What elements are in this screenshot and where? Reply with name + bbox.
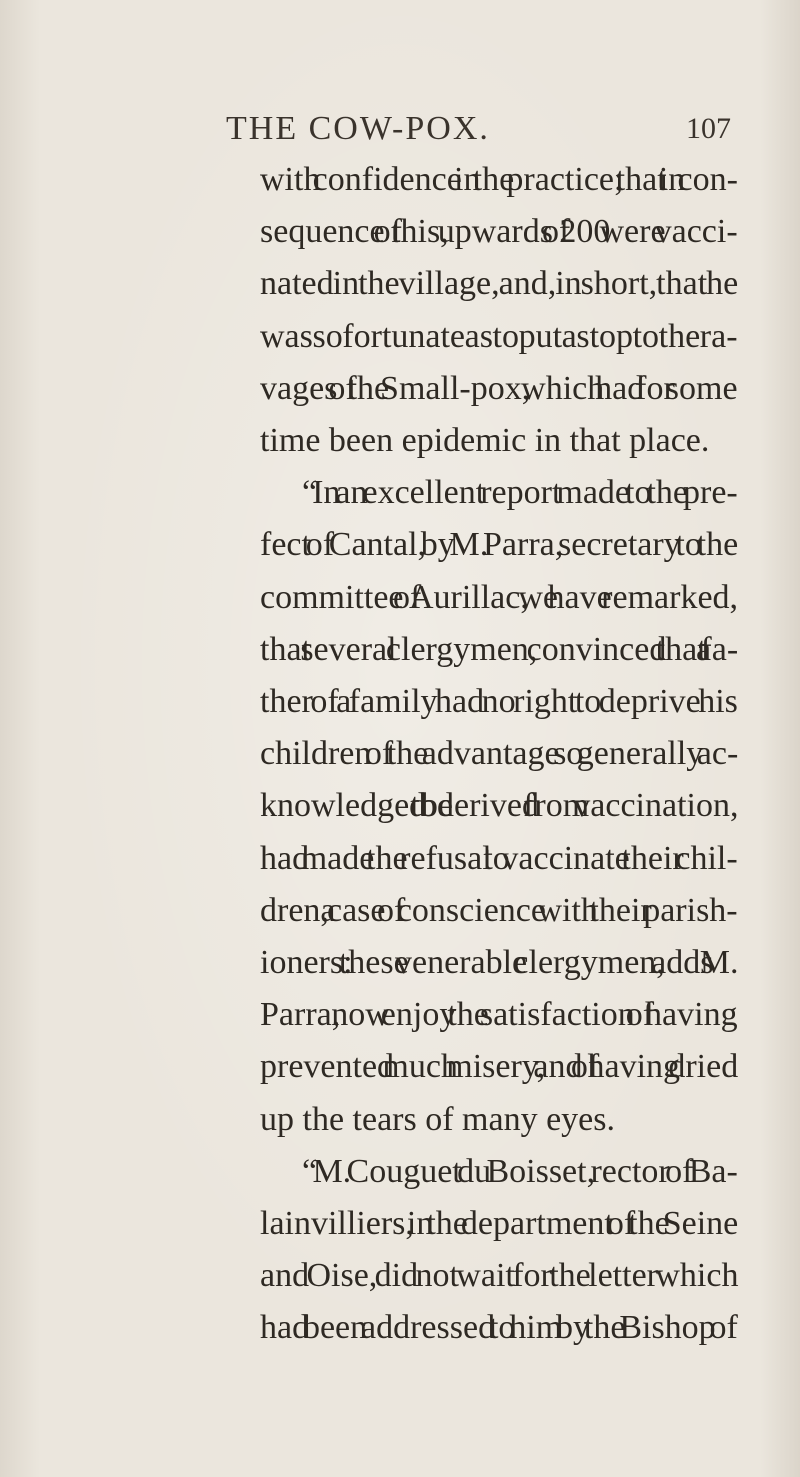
- page-number: 107: [686, 112, 731, 145]
- text-line: ioners: these venerable clergymen, adds M.: [260, 944, 739, 981]
- text-line: ther of a family had no right to deprive his: [260, 683, 738, 720]
- text-line: “ M. Couguet du Boisset, rector of Ba-: [302, 1153, 738, 1190]
- text-line: with confidence in the practice; that in con-: [260, 161, 738, 198]
- text-line: knowledged to be derived from vaccination,: [260, 787, 739, 824]
- text-line: nated in the village, and, in short, that he: [260, 265, 739, 302]
- text-line: time been epidemic in that place.: [260, 422, 710, 459]
- text-line: sequence of this, upwards of 200 were vacci-: [260, 213, 738, 250]
- text-line: prevented much misery, and of having dried: [260, 1048, 739, 1085]
- page-header: [0, 102, 800, 152]
- text-line: that several clergymen, convinced that a fa-: [260, 631, 739, 668]
- text-line: vages of the Small-pox, which had for some: [260, 370, 738, 407]
- text-line: had been addressed to him by the Bishop of: [260, 1309, 738, 1346]
- text-line: committee of Aurillac, we have remarked,: [260, 579, 739, 616]
- text-line: Parra, now enjoy the satisfaction of having: [260, 996, 738, 1033]
- text-line: had made the refusal to vaccinate their chil-: [260, 840, 738, 877]
- text-line: fect of Cantal, by M. Parra, secretary to the: [260, 526, 739, 563]
- text-line: up the tears of many eyes.: [260, 1101, 615, 1138]
- text-line: was so fortunate as to put a stop to the ra-: [260, 318, 738, 355]
- running-head: THE COW-POX.: [226, 110, 490, 147]
- text-line: lainvilliers, in the department of the Seine: [260, 1205, 739, 1242]
- text-line: children of the advantage so generally ac-: [260, 735, 739, 772]
- text-line: dren, a case of conscience with their parish-: [260, 892, 738, 929]
- text-line: “ In an excellent report made to the pre-: [302, 474, 738, 511]
- text-line: and Oise, did not wait for the letter which: [260, 1257, 739, 1294]
